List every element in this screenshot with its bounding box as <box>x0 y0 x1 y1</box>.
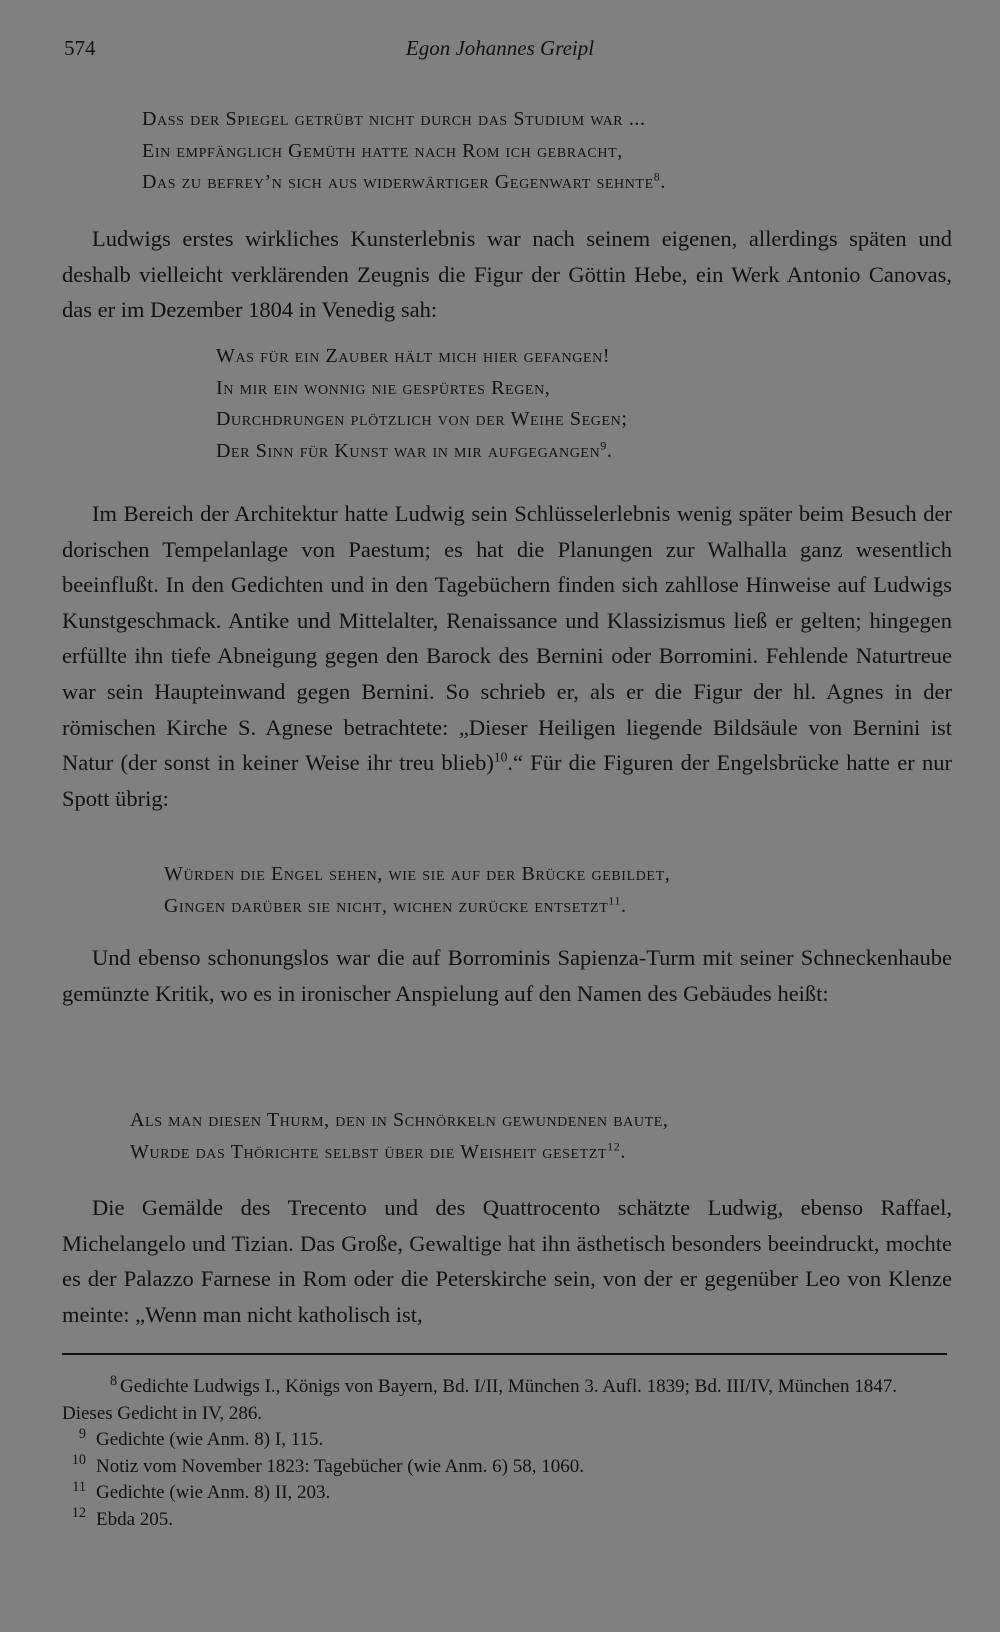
footnote-divider <box>62 1353 947 1355</box>
page-number: 574 <box>64 36 96 60</box>
footnote-ref[interactable]: 12 <box>607 1138 621 1153</box>
footnote-text: Notiz vom November 1823: Tagebücher (wie Anm. 6) 58, 1060. <box>96 1455 584 1477</box>
verse-line: Durchdrungen plötzlich von der Weihe Segen; <box>216 408 628 430</box>
verse-quote-1 <box>142 104 666 199</box>
footnote: 10 Notiz vom November 1823: Tagebücher (wie Anm. 6) 58, 1060. <box>71 1452 584 1477</box>
footnote-text: Gedichte Ludwigs I., Königs von Bayern, Bd. I/II, München 3. Aufl. 1839; Bd. III/IV, München 1847. Dieses Gedicht in IV, 286. <box>62 1376 897 1424</box>
footnote: 12 Ebda 205. <box>71 1505 174 1530</box>
footnote: 8 Gedichte Ludwigs I., Königs von Bayern, Bd. I/II, München 3. Aufl. 1839; Bd. III/IV, München 1847. Dieses Gedicht in IV, 286. <box>62 1372 897 1424</box>
paragraph: Die Gemälde des Trecento und des Quattrocento schätzte Ludwig, ebenso Raffael, Michelangelo und Tizian. Das Große, Gewaltige hat ihn ästhetisch besonders beeindruckt, mochte es der Palazzo Farnese in Rom oder die Peterskirche sein, von der er gegenüber Leo von Klenze meinte: „Wenn man nicht katholisch ist, <box>62 1195 952 1327</box>
footnote-ref[interactable]: 11 <box>608 892 622 907</box>
footnote: 9 Gedichte (wie Anm. 8) I, 115. <box>78 1425 324 1450</box>
verse-line: Dass der Spiegel getrübt nicht durch das Studium war ... <box>142 108 646 130</box>
page-header <box>0 36 1000 68</box>
footnote-text: Ebda 205. <box>96 1508 174 1530</box>
verse-line: Wurde das Thörichte selbst über die Weisheit gesetzt$^{12}$. <box>130 1138 626 1163</box>
verse-line: Würden die Engel sehen, wie sie auf der Brücke gebildet, <box>164 863 671 885</box>
running-head: Egon Johannes Greipl <box>405 36 595 60</box>
verse-line: Der Sinn für Kunst war in mir aufgegangen$^9$. <box>216 437 613 462</box>
footnote-text: Gedichte (wie Anm. 8) II, 203. <box>96 1482 331 1503</box>
verse-line: Das zu befrey’n sich aus widerwärtiger Gegenwart sehnte$^8$. <box>142 169 666 193</box>
paragraph: Im Bereich der Architektur hatte Ludwig sein Schlüsselerlebnis wenig später beim Besuch der dorischen Tempelanlage von Paestum; es hat die Planungen zur Walhalla ganz wesentlich beeinflußt. In den Gedichten und in den Tagebüchern finden sich zahllose Hinweise auf Ludwigs Kunstgeschmack. Antike und Mittelalter, Renaissance und Klassizismus ließ er gelten; hingegen erfüllte ihn tiefe Abneigung gegen den Barock des Bernini oder Borromini. Fehlende Naturtreue war sein Haupteinwand gegen Bernini. So schrieb er, als er die Figur der hl. Agnes in der römischen Kirche S. Agnese betrachtete: „Dieser Heiligen liegende Bildsäule von Bernini ist Natur (der sonst in keiner Weise ihr treu blieb)$^{10}$.“ Für die Figuren der Engelsbrücke hatte er nur Spott übrig: <box>62 501 952 811</box>
paragraph: Und ebenso schonungslos war die auf Borrominis Sapienza-Turm mit seiner Schneckenhaube gemünzte Kritik, wo es in ironischer Anspielung auf den Namen des Gebäudes heißt: <box>62 945 952 1006</box>
verse-line: In mir ein wonnig nie gespürtes Regen, <box>216 376 551 399</box>
footnote: 11 Gedichte (wie Anm. 8) II, 203. <box>72 1478 331 1503</box>
verse-line: Gingen darüber sie nicht, wichen zurücke entsetzt$^{11}$. <box>164 892 627 917</box>
verse-quote-2 <box>216 341 628 467</box>
footnotes <box>62 1374 952 1533</box>
verse-quote-3 <box>164 859 670 922</box>
verse-line: Ein empfänglich Gemüth hatte nach Rom ich gebracht, <box>142 139 623 162</box>
footnote-text: Gedichte (wie Anm. 8) I, 115. <box>96 1429 324 1450</box>
footnote-ref[interactable]: 8 <box>653 169 661 184</box>
verse-line: Was für ein Zauber hält mich hier gefangen! <box>216 345 611 367</box>
paragraph: Ludwigs erstes wirkliches Kunsterlebnis war nach seinem eigenen, allerdings späten und deshalb vielleicht verklärenden Zeugnis die Figur der Göttin Hebe, ein Werk Antonio Canovas, das er im Dezember 1804 in Venedig sah: <box>62 226 952 323</box>
verse-quote-4 <box>130 1105 668 1168</box>
footnote-ref[interactable]: 9 <box>600 437 607 452</box>
verse-line: Als man diesen Thurm, den in Schnörkeln gewundenen baute, <box>130 1109 669 1131</box>
footnote-ref[interactable]: 10 <box>493 749 508 765</box>
